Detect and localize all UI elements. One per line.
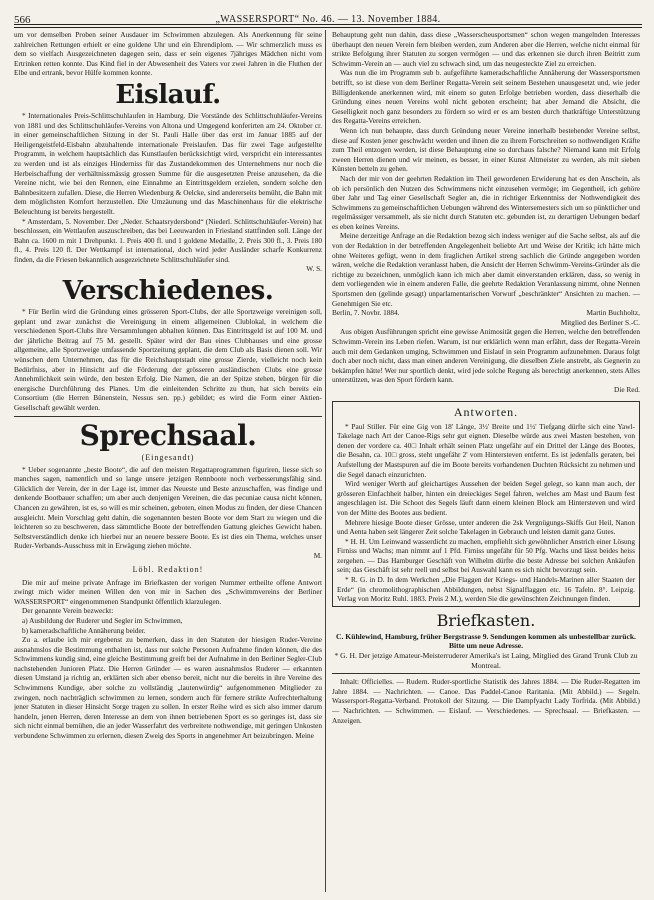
letter-paragraph-3: Zu a. erlaube ich mir ergebenst zu bemerken, dass in den Statuten der hiesigen Ruder-Vereine ausnahmslos die Bestimmung enthalten ist, dass nur solche Personen Aufnahme finden können, die des Schwimmens kundig sind, eine gleiche Bestimmung greift bei der Aufnahme in den Berliner Segler-Club nachstehenden Junioren Platz. Die Herren Gründer — es waren ausnahmslos Ruderer — erkannten diesen Umstand ja richtig an, erklärten sich aber ebenso bereit, nicht nur die bereits in ihre Vereine des Schwimmens Kundige, aber solche zu vollständig „lautenwürdig“ aufgenommenen Mitglieder zu zwingen, noch nachträglich schwimmen zu lernen, sondern auch für fernere strikte Aufrechterhaltung jener Statuten in dieser Hinsicht Sorge tragen zu sollen. In erster Reihe wird es sich also immer darum handeln, jenen Herren, deren Interesse an dem von ihnen betriebenen Sport es so geringes ist, dass sie sich nicht einmal bemühen, die an jeder Wasserfahrt des verbreitete nothwendige, mit geringen Unkosten verbundene Schwimmen zu erlernen, diesen Zweig des Sports in angenehmer Art beizubringen. Meine <box>14 635 322 741</box>
letter-author-affiliation: Mitglied des Berliner S.-C. <box>560 317 640 327</box>
header-rule <box>14 24 642 28</box>
sprechsaal-heading: Sprechsaal. <box>79 418 257 452</box>
intro-paragraph: um vor demselben Proben seiner Ausdauer im Schwimmen abzulegen. Als Anerkennung für seine zahlreichen Rettungen erhielt er eine goldene Uhr und ein Ehrendiplom. — Wir schmerzlich muss es dem so vielfach Ausgezeichneten dagegen sein, dass er sein eigenes 7jähriges Mädchen nicht vom Ertrinken retten konnte. Das Kind fiel in der Abwesenheit des Vaters vor zwei Jahren in die Fluthen der Elbe und ertrank, bevor Hülfe kommen konnte. <box>14 30 322 78</box>
editor-note: Aus obigen Ausführungen spricht eine gewisse Animosität gegen die Herren, welche den betreffenden Schwimm-Verein ins Leben riefen. Warum, ist nur erklärlich wenn man erfährt, dass der Regatta-Verein auch mit dem Gedanken umging, Schwimmen und Eislauf in sein Programm aufzunehmen. Daraus folgt doch aber noch nicht, dass man einen anderen Vereinigung, die dieselben Ziele anstrebt, als Gegnerin zu bekämpfen hätte! Wer nur sportlich denkt, wird jede solche Regung als berechtigt anerkennen, stets Alles unterstützen, was den Sport fördern kann. <box>332 327 640 385</box>
antworten-heading: Antworten. <box>453 404 519 419</box>
beste-boote-signature: M. <box>313 550 322 560</box>
page-number: 566 <box>14 14 31 26</box>
page-header <box>14 6 642 26</box>
right-column <box>332 30 640 892</box>
briefkasten-line-1: C. Kühlewind, Hamburg, früher Bergstrasse 9. Sendungen kommen als unbestellbar zurück. Bitte um neue Adresse. <box>336 631 636 651</box>
letter-author: Martin Buchholtz, <box>586 308 640 318</box>
letter-list-b: b) kameradschaftliche Annäherung beider. <box>22 625 146 635</box>
antworten-box <box>332 401 640 607</box>
letter-continuation-5: Meine derzeitige Anfrage an die Redaktion bezog sich indess weniger auf die Sache selbst, als auf die von der Redaktion in der betreffenden Angelegenheit beliebte Art und Weise der Kritik; ich hätte mich ohne Weiteres gefügt, wenn in dem fraglichen Artikel streng sachlich die Gründe angegeben worden wären, welche die Redaktion veranlasst haben, die Ansicht der Herren Schwimm-Vereins-Gründer als die richtige zu bezeichnen, unmöglich kann ich mich aber damit einverstanden erklären, dass, so wenig in dem vorliegenden wie in einem anderen Falle, die geehrte Redaktion Veranlassung nimmt, ohne Nennen Sportsmen den (gelinde gesagt) unparlamentarischen Vorwurf „beschränkter“ Ansichten zu machen. — Genehmigen Sie etc. <box>332 231 640 308</box>
left-column <box>14 30 322 892</box>
letter-continuation-4: Nach der mir von der geehrten Redaktion im Theil gewordenen Erwiderung hat es den Anschein, als ob ich persönlich den Nutzen des Schwimmens nicht einzusehen vermöge; im Gegentheil, ich gehöre über Jahr und Tag einer Gesellschaft Segler an, die in richtiger Erkenntniss der Nothwendigkeit des Schwimmens zu gemeinschaftlichen Uebungen während des Wintersemesters sich um so pünktlicher und regelmässiger versammelt, als sie nicht durch Statuten etc. gebunden ist, zu derartigen Uebungen bedarf es eben keines Vereins. <box>332 173 640 231</box>
verschiedenes-heading: Verschiedenes. <box>62 276 274 307</box>
antwort-stiller-2: Wird weniger Werth auf gleichartiges Aussehen der beiden Segel gelegt, so kann man auch, der grösseren Einfachheit halber, hinten ein dreieckiges Segel fahren, welches am Mast und Baum fest angeschlagen ist. Die Schoot des Segels läuft dann einem kleinen Block am Hintersteven und wird von der Mitte des Bootes aus bedient. <box>337 479 635 517</box>
briefkasten-line-2: * G. H. Der jetzige Amateur-Meisterruderer Amerika's ist Laing, Mitglied des Grand Trunk Club zu Montreal. <box>334 651 638 670</box>
eislauf-amsterdam-paragraph: * Amsterdam, 5. November. Der „Neder. Schaatsrydersbond“ (Niederl. Schlittschuhläufer-Verein) hat beschlossen, ein Wettlaufen auszuschreiben, das bei Leeuwarden in Friesland stattfinden soll. Länge der Bahn ca. 1600 m mit 1 Drehpunkt. 1. Preis 400 fl. und 1 goldene Medaille, 2. Preis 300 fl., 3. Preis 180 fl., 4. Preis 120 fl. Der Wettkampf ist international, doch wird jeder Ausländer scharfe Konkurrenz finden, da die Friesen bekanntlich ausgezeichnete Schlittschuhläufer sind. <box>14 216 322 264</box>
beste-boote-paragraph: * Ueber sogenannte „beste Boote“, die auf den meisten Regattaprogrammen figuriren, liesse sich so manches sagen, namentlich und so lange unsere jetzigen Rennboote noch verbesserungsfähig sind. Glücklich der Verein, der in der Lage ist, immer das Neueste und Beste anzuschaffen, was findige und denkende Bootbauer schaffen; um aber auch denjenigen Vereinen, die das pecuniae causa nicht können, Chancen zu gewähren, ist es, so will es mir scheinen, geboten, einen Modus zu finden, der diese Chancen ausgleicht. Mein Vorschlag geht dahin, die sogenannten besten Boote vor dem Start zu wiegen und die leichteren so zu beschweren, dass sämmtliche Boote der betreffenden Gattung gleiches Gewicht haben. Selbstverständlich denke ich hierbei nur an neuere bessere Boote. Es ist dies ein Thema, welches unser Ruder-Verbands-Ausschuss mit in Erwägung ziehen möchte. <box>14 464 322 551</box>
eislauf-hamburg-paragraph: * Internationales Preis-Schlittschuhlaufen in Hamburg. Die Vorstände des Schlittschuhläufer-Vereins von 1881 und des Schlittschuhläufer-Vereins von Altona und Umgegend konferirten am 24. Oktober cr. in einer gemeinschaftlichen Sitzung in der St. Pauli Halle über das erst im Januar 1885 auf der Heiligengeistfeld-Eisbahn abzuhaltende internationale Preislaufen. Das für zwei Tage aufgestellte Programm, in welchem hauptsächlich das Kunstlaufen berücksichtigt wird, verspricht ein interessantes zu werden und ist als einziges Hinderniss für das Zustandekommen des Unternehmens nur noch die Herbeischaffung der verhältnissmässig grossen Summe für die ausgesetzten Preise anzusehen, da die Vereine nicht, wie bei den Rennen, eine Einnahme an Eintrittsgeldern erzielen, sondern solche den Bahnbesitzern zufallen. Diese, die Herren Wiedenburg & Oelcke, sind andererseits bemüht, die Bahn mit dem möglichsten Komfort herzustellen. Die Umzäunung und das Maschinenhaus für die elektrische Beleuchtung ist bereits hergestellt. <box>14 110 322 216</box>
letter-list-a: a) Ausbildung der Ruderer und Segler im Schwimmen, <box>22 615 183 625</box>
eislauf-signature: W. S. <box>306 264 322 274</box>
antwort-stiller-3: Mehrere hiesige Boote dieser Grösse, unter anderen die 2sk Vergnügungs-Skiffs Gut Heil, Nanon und Aenta haben seit längerer Zeit solche Takelagen in Gebrauch und leisten damit ganz Gutes. <box>337 517 635 537</box>
editor-signature: Die Red. <box>614 384 640 394</box>
column-rule <box>325 30 326 892</box>
letter-salutation: Löbl. Redaktion! <box>132 564 204 574</box>
letter-continuation-2: Was nun die im Programm sub b. aufgeführte kameradschaftliche Annäherung der Wassersportsmen betrifft, so ist diese von dem Berliner Regatta-Verein seit seinem Bestehen unausgesetzt und, wie jeder Billigdenkende anerkennen wird, mit einem so guten Erfolge betrieben worden, dass dieserhalb die Gründung eines neuen Vereins wohl nicht geboten erscheint; hat aber Jemand die Absicht, die Geselligkeit noch ganz besonders zu fördern so wird er es am besten durch thatkräftige Unterstützung des Regatta-Vereins erreichen. <box>332 68 640 126</box>
briefkasten-heading: Briefkasten. <box>436 610 536 630</box>
letter-place-date: Berlin, 7. Novbr. 1884. <box>332 308 400 318</box>
verschiedenes-paragraph: * Für Berlin wird die Gründung eines grösseren Sport-Clubs, der alle Sportzweige vereinigen soll, geplant und zwar zunächst die Vereinigung in einem allgemeinen Clublokal, in welchem die verschiedenen Sport-Clubs ihre Versammlungen abhalten können. Das Eintrittsgeld ist auf 100 M. und der jährliche Beitrag auf 75 M. gestellt. Später wird der Bau eines Clubhauses und eine grosse allgemeine, alle Sportzweige umfassende Sportzeitung geplant, die dem Club als Basis dienen soll. Wir wünschen dem Unternehmen, das für die Reichshauptstadt eine grosse Zierde, vielleicht noch kein Bedürfniss, aber in Hinsicht auf die Förderung der grösseren ausländischen Clubs eine grosse Annehmlichkeit sein würde, den besten Erfolg. Die Namen, die an der Spitze stehen, bürgen für die energische Durchführung des Planes. Um die einleitenden Schritte zu thun, hat sich bereits ein Consortium (die Herren Bünenstein, Nessus sen. pp.) gebildet; es wird die Form einer Aktien-Gesellschaft gewählt werden. <box>14 307 322 412</box>
letter-continuation-1: Behauptung geht nun dahin, dass diese „Wasserscheusportsmen“ schon wegen mangelnden Interesses überhaupt den neuen Verein fern bleiben werden, zum Anderen aber die Herren, welche nicht einmal für strikte Befolgung ihrer Statuten zu sorgen vermögen — und das erkennen sie durch ihren Beitritt zum Schwimm-Verein an — auch viel zu schwach sind, um das neugesteckte Ziel zu erreichen. <box>332 30 640 68</box>
eislauf-heading: Eislauf. <box>115 79 221 110</box>
antwort-rg: * R. G. in D. In dem Werkchen „Die Flaggen der Kriegs- und Handels-Marinen aller Staaten der Erde“ (in chromolithographischen Abbildungen, nebst Signalflaggen etc. 16 Tafeln. 8°. Leipzig. Verlag von Moritz Ruhl. 1883. Preis 2 M.), werden Sie die gewünschten Zeichnungen finden. <box>337 575 635 604</box>
publication-title: „WASSERSPORT“ No. 46. — 13. November 1884. <box>215 14 441 25</box>
antwort-stiller-1: * Paul Stiller. Für eine Gig von 18' Länge, 3½' Breite und 1½' Tiefgang dürfte sich eine Yawl-Takelage nach Art der Canoe-Rigs sehr gut eignen. Dieselbe würde aus zwei Masten bestehen, von denen der vordere ca. 40□ Inhalt erhält seinen Platz ungefähr auf ein Drittel der Länge des Bootes, die Besahn, ca. 10□ gross, steht ungefähr 2' vom Hintersteven entfernt. Es ist jedenfalls geraten, bei Aufstellung der Mastspuren auf die im Boote bereits vorhandenen Duchten Rücksicht zu nehmen und die Segel danach einzurichten. <box>337 421 635 479</box>
table-of-contents: Inhalt: Officielles. — Rudern. Ruder-sportliche Statistik des Jahres 1884. — Die Ruder-Regatten im Jahre 1884. — Nachrichten. — Canoe. Das Paddel-Canoe Raritania. (Mit Abbild.) — Segeln. Wassersport-Regatta-Verband. Protokoll der Sitzung. — Die Dampfyacht Lady Torfrida. (Mit Abbild.) — Nachrichten. — Schwimmen. — Eislauf. — Verschiedenes. — Sprechsaal. — Briefkasten. — Anzeigen. <box>332 677 640 725</box>
letter-continuation-3: Wenn ich nun behaupte, dass durch Gründung neuer Vereine innerhalb bestehender Vereine selbst, diese auf Kosten jener geschwächt werden und ihnen die zu ihrem Fortschreiten so nothwendigen Kräfte zum Theil entzogen werden, ist diese Behauptung eine so durchaus falsche? Niemand kann mit Erfolg zween Herren dienen und wir meinen, es besser, in einer Kunst Altmeister zu werden, als mit sieben Künsten betteln zu gehen. <box>332 125 640 174</box>
antwort-hh: * H. H. Um Leinwand wasserdicht zu machen, empfiehlt sich gewöhnlicher Anstrich einer Lösung Firniss und Wachs; man nimmt auf 1 Pfd. Firniss ungefähr für 50 Pfg. Wachs und lässt beides heiss zergehen. — Das Hamburger Geschäft von Wilhelm dürfte die beste Adresse bei solchen Ankäufen sein; das Geschäft ist sehr reell und selbst bei Auswahl kann es sich nicht bevorzugt sein. <box>337 536 635 575</box>
sprechsaal-subheading: (Eingesandt) <box>141 452 195 462</box>
inhalt-divider <box>332 673 640 674</box>
letter-paragraph-2: Der genannte Verein bezweckt: <box>22 606 114 616</box>
letter-paragraph-1: Die mir auf meine private Anfrage im Briefkasten der vorigen Nummer ertheilte offene Antwort zwingt mich wider meinen Willen den von mir in Sachen des „Schwimmvereins der Berliner WASSERSPORT“ eingenommenen Standpunkt öffentlich klarzulegen. <box>14 577 322 606</box>
section-divider <box>14 416 322 417</box>
letter-signature-line <box>332 308 640 318</box>
